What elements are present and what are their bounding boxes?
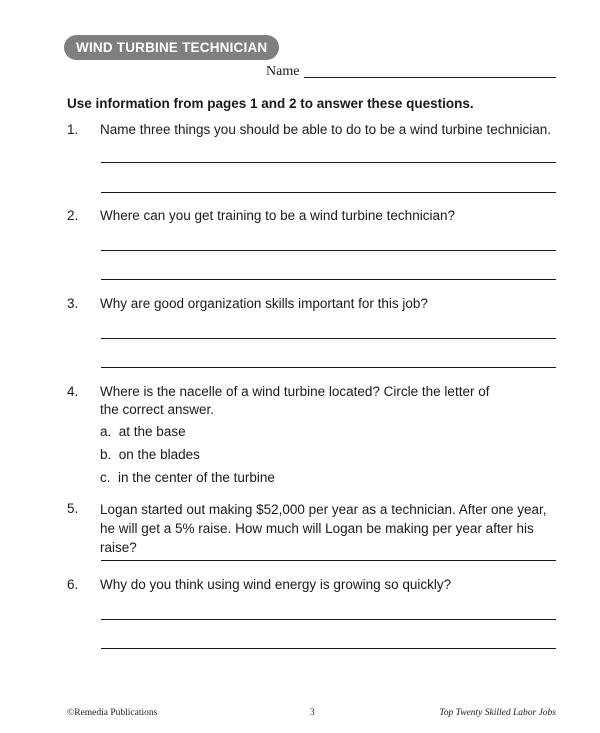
answer-line[interactable] [101,619,556,620]
footer-publisher: ©Remedia Publications [67,708,158,718]
choice-text: on the blades [118,447,200,462]
choice-letter: b. [100,447,112,462]
instructions: Use information from pages 1 and 2 to answer these questions. [67,96,474,111]
answer-line[interactable] [101,338,556,339]
question-number: 6. [67,577,79,592]
choice-b[interactable] [100,447,200,462]
question-number: 2. [67,208,79,223]
footer-page-number: 3 [310,708,315,718]
worksheet-title: WIND TURBINE TECHNICIAN [64,35,279,60]
question-number: 3. [67,296,79,311]
question-text: Name three things you should be able to do to be a wind turbine technician. [100,122,552,137]
answer-line[interactable] [101,279,556,280]
question-text: Logan started out making $52,000 per year as a technician. After one year, he will get a 5% raise. How much will Logan be making per year after his raise? [100,502,547,555]
choice-a[interactable] [100,424,186,439]
question-number: 4. [67,384,79,399]
choice-text: in the center of the turbine [118,470,275,485]
answer-line[interactable] [101,250,556,251]
question-number: 5. [67,501,79,516]
name-line[interactable] [304,77,556,78]
footer-book-title: Top Twenty Skilled Labor Jobs [439,708,556,718]
question-number: 1. [67,122,79,137]
answer-line[interactable] [101,560,556,561]
answer-line[interactable] [101,162,556,163]
name-label: Name [266,64,300,79]
name-field[interactable] [266,64,558,80]
question-text: Why are good organization skills important for this job? [100,296,428,311]
answer-line[interactable] [101,192,556,193]
choice-letter: c. [100,470,111,485]
question-text: Where can you get training to be a wind turbine technician? [100,208,455,223]
answer-line[interactable] [101,367,556,368]
question-text: Where is the nacelle of a wind turbine located? Circle the letter of the correct answer. [100,384,490,417]
answer-line[interactable] [101,648,556,649]
question-text: Why do you think using wind energy is growing so quickly? [100,577,452,592]
choice-c[interactable] [100,470,275,485]
choice-text: at the base [118,424,186,439]
choice-letter: a. [100,424,112,439]
